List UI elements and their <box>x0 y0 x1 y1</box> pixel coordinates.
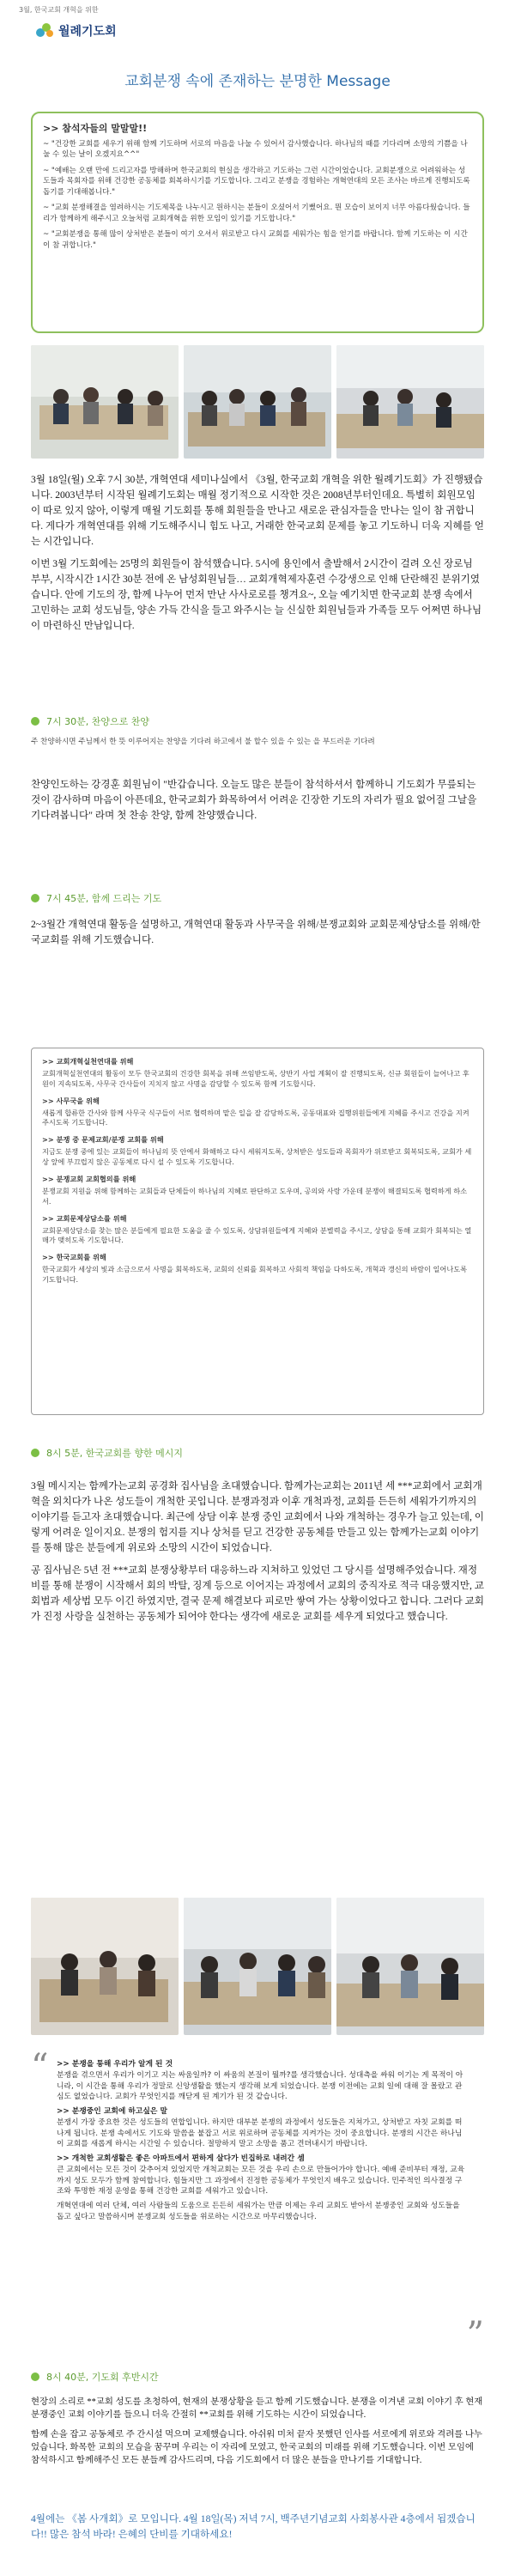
meeting-photo <box>31 345 179 459</box>
bullet-icon <box>31 717 39 726</box>
paragraph: 공 집사님은 5년 전 ***교회 분쟁상황부터 대응하느라 지쳐하고 있었던 그 당시를 설명해주었습니다. 재정비를 통해 분쟁이 시작해서 회의 박탈, 징계 등으로 이어지는 과정에서 교회의 중직자로 적극 대응했지만, 교회법과 세상법 모두 이긴 하였지만, 결국 문제 해결보다 피로만 쌓여 가는 상황이었다고 합니다. 그러다 교회가 진정 사랑을 실천하는 공동체가 되어야 한다는 생각에 새로운 교회를 세우게 되었다고 했습니다. <box>31 1564 484 1622</box>
quote-paragraph: 큰 교회에서는 모든 것이 갖추어져 있었지만 개척교회는 모든 것을 우리 손으로 만들어가야 합니다. 예배 준비부터 재정, 교육까지 성도 모두가 함께 참여합니다. 힘들지만 그 과정에서 진정한 공동체가 무엇인지 배우고 있습니다. 민주적인 의사결정 구조와 투명한 재정 운영을 통해 건강한 교회를 세워가고 있습니다. <box>57 2165 465 2196</box>
meeting-photo <box>184 345 331 459</box>
paragraph: 3월 18일(월) 오후 7시 30분, 개혁연대 세미나실에서 《3월, 한국교회 개혁을 위한 월례기도회》가 진행됐습니다. 2003년부터 시작된 월례기도회는 매월 정기적으로 시작한 것은 2008년부터인데요. 특별히 회원모임이 따로 있지 않아, 이렇게 매월 기도회를 통해 회원들을 만나고 새로운 관심자들을 만나는 일이 참 귀합니다. 게다가 개혁연대를 위해 기도해주시니 힘도 나고, 거래한 한국교회 문제를 놓고 기도하니 더욱 지혜를 얻는 시간입니다. <box>31 474 484 547</box>
comment: ~ "교회 분쟁해결을 염려하시는 기도제목을 나누시고 원하시는 분들이 오셨어서 기뻤어요. 뭔 모습이 보이지 너무 아름다웠습니다. 들리가 함께하게 해주시고 오늘처럼 교회개혁을 위한 모임이 있기를 기도합니다." <box>43 204 470 223</box>
quote-paragraph: 분쟁시 가장 중요한 것은 성도들의 연합입니다. 하지만 대부분 분쟁의 과정에서 성도들은 지쳐가고, 상처받고 자칫 교회를 떠나게 됩니다. 분쟁 속에서도 기도와 말씀을 붙잡고 서로 위로하며 공동체를 지켜가는 것이 중요합니다. 분쟁의 시간은 하나님이 교회를 새롭게 하시는 시간일 수 있습니다. 절망하지 말고 소망을 품고 견뎌내시기 바랍니다. <box>57 2117 463 2149</box>
quote-open-icon: “ <box>31 2047 49 2087</box>
comment: ~ "건강한 교회를 세우기 위해 함께 기도하며 서로의 마음을 나눌 수 있어서 감사했습니다. 하나님의 때를 기다리며 소망의 기쁨을 나눌 수 있는 날이 오겠지요^^" <box>43 139 468 160</box>
intro-text <box>31 472 484 641</box>
paragraph: 3월 메시지는 함께가는교회 공경화 집사님을 초대했습니다. 함께가는교회는 2011년 세 ***교회에서 교회개혁을 외치다가 나온 성도들이 개척한 곳입니다. 분쟁과정과 이후 개척과정, 교회를 든든히 세워가기까지의 이야기를 듣고자 초대했습니다. 최근에 상담 이후 분쟁 중인 교회에서 나와 개척하는 경우가 늘고 있는데, 이렇게 어려운 일이지요. 분쟁의 험지를 지나 상처를 딛고 건강한 공동체를 만들고 있는 함께가는교회 이야기를 통해 많은 분들에게 위로와 소망의 시간이 되었습니다. <box>31 1480 484 1553</box>
interview-quote <box>31 2047 484 2360</box>
photo-row <box>31 1898 484 2035</box>
logo-text: 월례기도회 <box>58 25 117 39</box>
bullet-icon <box>31 894 39 902</box>
quote-body <box>57 2056 469 2227</box>
prayer-topics-box <box>31 1048 484 1415</box>
paragraph: 함께 손을 잡고 공동체로 주 간시설 먹으며 교제했습니다. 아쉬워 미처 끝자 못했던 인사를 서로에게 위로와 격려를 나누었습니다. 화목한 교회의 모습을 꿈꾸며 우리는 이 자리에 모였고, 한국교회의 미래를 위해 기도했습니다. 이번 모임에 참석하시고 함께해주신 모든 분들께 감사드리며, 다음 기도회에서 더 많은 분들을 만나기를 기대합니다. <box>31 2430 482 2466</box>
prayer-topic: >> 한국교회를 위해 한국교회가 세상의 빛과 소금으로서 사명을 회복하도록, 교회의 신뢰를 회복하고 사회적 책임을 다하도록, 개혁과 갱신의 바람이 일어나도록 기도합니다. <box>42 1253 468 1285</box>
paragraph: 현장의 소리로 **교회 성도를 초청하여, 현재의 분쟁상황을 듣고 함께 기도했습니다. 분쟁을 이겨낸 교회 이야기 후 현재 분쟁중인 교회 이야기를 들으니 더욱 간절히 **교회를 위해 기도하는 시간이 되었습니다. <box>31 2397 483 2421</box>
prayer-topic: >> 분쟁교회 교회협의를 위해 분쟁교회 지원을 위해 함께하는 교회들과 단체들이 하나님의 지혜로 판단하고 도우며, 공의와 사랑 가운데 분쟁이 해결되도록 협력하게 하소서. <box>42 1175 468 1206</box>
comments-title: >> 참석자들의 말말말!! <box>43 123 148 134</box>
meeting-photo <box>184 1898 331 2035</box>
quote-heading: >> 개척한 교회생활은 좋은 아파트에서 편하게 살다가 빈집하로 내려간 셈 <box>57 2154 305 2163</box>
meeting-photo <box>336 345 484 459</box>
participants-comments-box <box>31 112 484 333</box>
photo-row <box>31 345 484 459</box>
section-text <box>31 1479 484 1631</box>
bullet-icon <box>31 1449 39 1457</box>
logo-icon <box>36 23 55 39</box>
section-heading: 8시 5분, 한국교회를 향한 메시지 <box>31 1446 183 1460</box>
prayer-topic: >> 사무국을 위해 새롭게 합류한 간사와 함께 사무국 식구들이 서로 협력하며 맡은 일을 잘 감당하도록, 공동대표와 집행위원들에게 지혜를 주시고 건강을 지켜주시도록 기도합니다. <box>42 1096 470 1127</box>
next-meeting-notice: 4월에는 《봄 사개회》로 모입니다. 4월 18일(목) 저녁 7시, 백주년기념교회 사회봉사관 4층에서 됩겠습니다!! 많은 참석 바라! 은혜의 단비를 기대하세요! <box>31 2513 476 2540</box>
header-tag: 3월, 한국교회 개혁을 위한 <box>19 6 99 14</box>
page-title: 교회분쟁 속에 존재하는 분명한 Message <box>124 73 391 90</box>
paragraph: 2~3월간 개혁연대 활동을 설명하고, 개혁연대 활동과 사무국을 위해/분쟁교회와 교회문제상담소를 위해/한국교회를 위해 기도했습니다. <box>31 919 481 945</box>
prayer-topic: >> 교회개혁실천연대를 위해 교회개혁실천연대의 활동이 모두 한국교회의 건강한 회복을 위해 쓰임받도록, 상반기 사업 계획이 잘 진행되도록, 신규 회원들이 늘어나고 후원이 지속되도록, 사무국 간사들이 지치지 않고 사명을 감당할 수 있도록 함께 기도합시다. <box>42 1057 470 1088</box>
quote-paragraph: 분쟁을 겪으면서 우리가 이기고 지는 싸움일까? 이 싸움의 본질이 뭘까?를 생각했습니다. 성대측을 싸워 이기는 게 목적이 아니라, 이 시간을 통해 우리가 정말로 신앙생활을 했는지 생각해 보게 되었습니다. 분쟁 이전에는 교회 일에 대해 잘 몰랐고 관심도 없었습니다. 교회가 무엇인지를 깨닫게 된 계기가 된 것 같습니다. <box>57 2070 464 2102</box>
meeting-photo <box>336 1898 484 2035</box>
section-heading: 7시 30분, 찬양으로 찬양 <box>31 714 149 728</box>
comment: ~ "교회분쟁을 통해 많이 상처받은 분들이 여기 오셔서 위로받고 다시 교회를 세워가는 힘을 얻기를 바랍니다. 함께 기도하는 이 시간이 참 귀합니다." <box>43 230 468 250</box>
prayer-topic: >> 교회문제상담소를 위해 교회문제상담소를 찾는 많은 분들에게 필요한 도움을 줄 수 있도록, 상담위원들에게 지혜와 분별력을 주시고, 상담을 통해 교회가 회복되는 열매가 맺히도록 기도합니다. <box>42 1213 472 1245</box>
quote-heading: >> 분쟁중인 교회에 하고싶은 말 <box>57 2107 167 2116</box>
logo <box>36 22 117 39</box>
bullet-icon <box>31 2372 39 2381</box>
section-note: 주 찬양하시면 주님께서 한 뜻 이루어지는 찬양을 기다려 하고에서 불 할수 있을 수 있는 을 부드러운 기다려 <box>31 738 375 746</box>
quote-heading: >> 분쟁을 통해 우리가 알게 된 것 <box>57 2060 173 2069</box>
paragraph: 찬양인도하는 강경훈 회원님이 "반갑습니다. 오늘도 많은 분들이 참석하셔서 함께하니 기도회가 무릎되는 것이 감사하며 마음이 아픈데요, 한국교회가 화목하여서 어려운 긴장한 기도의 자리가 필요 없어질 그날을 기다려봅니다" 라며 첫 찬송 찬양, 함께 찬양했습니다. <box>31 779 477 821</box>
comment: ~ "예배는 오랜 만에 드리고자를 방해하며 한국교회의 현실을 생각하고 기도하는 그런 시간이었습니다. 교회분쟁으로 어려워하는 성도들과 목회자를 위해 건강한 공동체를 회복하시기를 기도합니다. 그리고 분쟁을 경험하는 개혁연대의 모든 조사는 바르게 진행되도록 돕기를 기대해봅니다." <box>43 166 470 197</box>
section-text <box>31 777 484 830</box>
quote-close-icon: ” <box>466 2315 484 2354</box>
section-text <box>31 2396 484 2474</box>
quote-paragraph: 개혁연대에 여러 단체, 여러 사람들의 도움으로 든든히 세워가는 만큼 이제는 우리 교회도 받아서 분쟁중인 교회와 성도들을 돕고 싶다고 말씀하시며 분쟁교회 성도들을 위로하는 시간으로 마무리했습니다. <box>57 2202 460 2221</box>
section-heading: 7시 45분, 함께 드리는 기도 <box>31 891 161 905</box>
paragraph: 이번 3월 기도회에는 25명의 회원들이 참석했습니다. 5시에 용인에서 출발해서 2시간이 걸려 오신 장로님 부부, 시작시간 1시간 30분 전에 온 남성회원님들… 교회개혁제자훈련 수강생으로 인해 단란해진 분위기였습니다. 안에 기도의 장, 함께 나누어 먼저 만난 사사로로를 챙겨요~, 오늘 예기치면 한국교회 분쟁 속에서 고민하는 교회 성도님들, 양손 가득 간식을 들고 와주시는 늘 신실한 회원님들과 가족들 모두 어쩌면 하나님이 마련하신 만남입니다. <box>31 557 482 631</box>
section-heading: 8시 40분, 기도회 후반시간 <box>31 2370 159 2384</box>
section-text <box>31 917 484 955</box>
meeting-photo <box>31 1898 179 2035</box>
prayer-topic: >> 분쟁 중 문제교회/분쟁 교회를 위해 지금도 분쟁 중에 있는 교회들이 하나님의 뜻 안에서 화해하고 다시 세워지도록, 상처받은 성도들과 목회자가 위로받고 회복되도록, 교회가 세상 앞에 부끄럽지 않은 공동체로 다시 설 수 있도록 기도합니다. <box>42 1135 472 1167</box>
